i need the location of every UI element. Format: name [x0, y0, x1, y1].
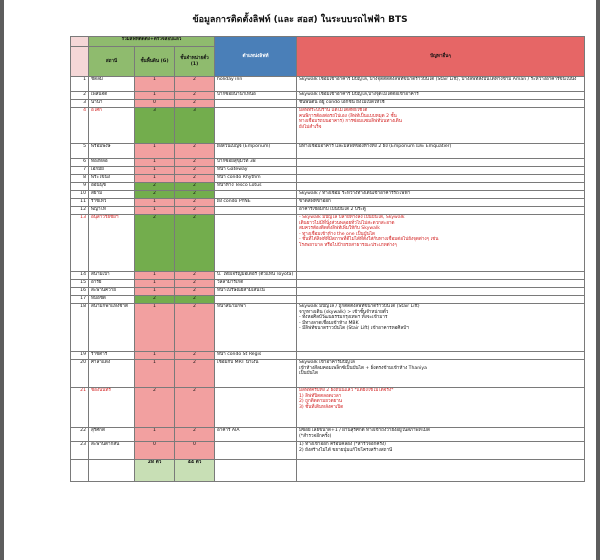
ground-lift-count: 1	[135, 207, 175, 215]
lift-position: หน้า condo Rhythm	[215, 175, 297, 183]
ground-lift-count: 1	[135, 352, 175, 360]
ground-lift-count: 1	[135, 167, 175, 175]
header-ground: ชั้นพื้นดิน (G)	[135, 47, 175, 77]
table-row	[71, 207, 585, 215]
other-issues	[297, 159, 585, 167]
station-name: สะพานตากสิน	[89, 442, 135, 460]
platform-lift-count: 2	[175, 296, 215, 304]
platform-lift-count: 2	[175, 304, 215, 352]
header-station: สถานี	[89, 47, 135, 77]
lift-position	[215, 100, 297, 108]
station-name: นานา	[89, 100, 135, 108]
ground-lift-count: 1	[135, 77, 175, 92]
row-number: 10	[71, 191, 89, 199]
row-number: 4	[71, 108, 89, 144]
table-row	[71, 272, 585, 280]
totals-row	[71, 460, 585, 482]
platform-lift-count: 2	[175, 352, 215, 360]
station-name: พร้อมพงษ์	[89, 144, 135, 159]
ground-lift-count: 1	[135, 92, 175, 100]
lift-position	[215, 108, 297, 144]
station-name: สยาม	[89, 191, 135, 199]
other-issues: Skywalk มีปัญไล / ถูกติดตั้งลิฟท์ขนาดราวบันได (Stair Lift) จากทางเดิน (skywalk) > เข้าชั้นจำหน่ายตั๋ว - ทั้งหอศิลป์วัฒนธรรมกรุงเทพฯ ทั้งจะเข้ามาร - มีทางลาดเชื่อมเข้าห้าง MBK - มีลิฟท์ขนาดราวบันได (Stair Lift) เข้าอาคารหอศิลป์ฯ	[297, 304, 585, 352]
platform-lift-count: 2	[175, 159, 215, 167]
platform-lift-count: 2	[175, 77, 215, 92]
other-issues: 1) ทางเข้าออก ครอบคลอง (*สำรวจอีกครั้ง) 2) ยังสร้างไม่ได้ ขยายปุ่มแก้ไขโครงสร้างสถานี	[297, 442, 585, 460]
lift-position: ปากซอยสุขุมวิท 38	[215, 159, 297, 167]
row-number: 1	[71, 77, 89, 92]
totals-blank	[71, 460, 89, 482]
other-issues: อาคารเชื่อมกับ เป็นบันได 2 ประตู	[297, 207, 585, 215]
table-row	[71, 428, 585, 442]
station-name: อนุสาวรีย์ชัยฯ	[89, 215, 135, 272]
header-no	[71, 47, 89, 77]
table-row	[71, 175, 585, 183]
table-row	[71, 280, 585, 288]
row-number: 8	[71, 175, 89, 183]
header-platform: ชั้นจำหน่ายตั๋ว (1)	[175, 47, 215, 77]
header-position: ตำแหน่งลิฟท์	[215, 37, 297, 77]
table-row	[71, 92, 585, 100]
other-issues: - Skywalk มีปัญไล ปลายทางลง เป็นบันได, Skywalk เดินยาวไม่มีที่นั่งส่วนพลอยทั่วไปไม่สะดวกสะอาด สมควรต้องติดตั้งลิฟท์เพิ่มให้กับ Skywalk - ทางเชื่อมเข้าห้าง the one เป็นบันได - ชั้นที่ได้ลิฟท์ที่มีสภาพที่ดีไม่ได้ที่ตั้งใส่กับทางเชื่อมต่อไปยังจุดต่างๆ เช่น โรงพยาบาล หรือไปป้ายรถสาธารณะประเภทต่างๆ	[297, 215, 585, 272]
totals-blank	[89, 460, 135, 482]
station-name: ราชดำริ	[89, 352, 135, 360]
platform-lift-count: 2	[175, 288, 215, 296]
ground-lift-count: 2	[135, 388, 175, 428]
lift-position: ปากซอยนานาเหนือ	[215, 92, 297, 100]
row-number: 19	[71, 352, 89, 360]
station-name: อโศก	[89, 108, 135, 144]
other-issues	[297, 183, 585, 191]
lift-position: วิลล่ามาร์เก็ต	[215, 280, 297, 288]
row-number: 23	[71, 442, 89, 460]
other-issues	[297, 280, 585, 288]
station-name: หมอชิต	[89, 296, 135, 304]
row-number: 11	[71, 199, 89, 207]
platform-lift-count: 2	[175, 144, 215, 159]
ground-lift-count: 0	[135, 442, 175, 460]
table-row	[71, 77, 585, 92]
other-issues: มีลิฟท์ครบทั้ง 2 ฝั่งถนนแล้ว *แต่ยังใช้ไม่ได้จริง* 1) ลิฟท์ปิดตลอดเวลา 2) ถูกติดตามยวดยาน 3) ชั้นที่เติมหลังคาเปิด	[297, 388, 585, 428]
station-name: สนามกีฬาแห่งชาติ	[89, 304, 135, 352]
table-row	[71, 167, 585, 175]
lift-position: ฝั่งสวนเบญจ (Emporium)	[215, 144, 297, 159]
row-number: 6	[71, 159, 89, 167]
ground-lift-count: 1	[135, 144, 175, 159]
lift-position: หน้าไปรษณีย์สามเสนใน	[215, 288, 297, 296]
other-issues: มีซอย เลยขนาด+1 / ผ่านสุรศักดิ์ ทางเข้าถึงว่ายังอยู่ในสภาพที่ไม่ดี (*สำรวจอีกครั้ง)	[297, 428, 585, 442]
station-name: ศาลาแดง	[89, 360, 135, 388]
ground-lift-count: 1	[135, 175, 175, 183]
ground-lift-count: 1	[135, 428, 175, 442]
row-number: 12	[71, 207, 89, 215]
table-row	[71, 191, 585, 199]
platform-lift-count: 2	[175, 191, 215, 199]
header-issues: ปัญหาอื่นๆ	[297, 37, 585, 77]
lift-position: หน้า Gateway	[215, 167, 297, 175]
other-issues: มีลิฟท์ระบบร้าน แต่ไม่ได้สิทธิใช้ได้ คนพิการต้องต่อรถไปเอง (ลิฟท์เป็นแบบหมุด 2 ชั้น ทางเชื่อมรถบนอาคาร) การซ่อมแซมลิฟท์บนทางเดิน ยังไม่สำเร็จ	[297, 108, 585, 144]
table-row	[71, 108, 585, 144]
totals-blank	[297, 460, 585, 482]
lift-position: หน้าห้าง Tesco Lotus	[215, 183, 297, 191]
row-number: 14	[71, 272, 89, 280]
ground-lift-count: 2	[135, 215, 175, 272]
lift-table	[70, 36, 585, 482]
table-row	[71, 215, 585, 272]
row-number: 2	[71, 92, 89, 100]
other-issues	[297, 288, 585, 296]
row-number: 7	[71, 167, 89, 175]
platform-lift-count: 3	[175, 108, 215, 144]
platform-lift-count: 2	[175, 388, 215, 428]
station-name: เพลินจิต	[89, 92, 135, 100]
lift-position	[215, 215, 297, 272]
other-issues	[297, 272, 585, 280]
station-name: พญาไท	[89, 207, 135, 215]
platform-lift-count: 0	[175, 442, 215, 460]
platform-lift-count: 2	[175, 215, 215, 272]
header-blank	[71, 37, 89, 47]
ground-lift-count: 2	[135, 183, 175, 191]
platform-lift-count: 2	[175, 360, 215, 388]
row-number: 5	[71, 144, 89, 159]
table-row	[71, 159, 585, 167]
station-name: สะพานควาย	[89, 288, 135, 296]
other-issues: ขาดลิฟท์ขาออก	[297, 199, 585, 207]
table-row	[71, 304, 585, 352]
other-issues: ชั้นพื้นดิน อยู่ condo เอกชน ยังไม่เปิดให้ใช้	[297, 100, 585, 108]
lift-position: หน้าสนามกีฬา	[215, 304, 297, 352]
lift-position: หน้า condo St Regis	[215, 352, 297, 360]
ground-lift-count: 1	[135, 199, 175, 207]
platform-lift-count: 2	[175, 207, 215, 215]
row-number: 20	[71, 360, 89, 388]
station-name: ช่องนนทรี	[89, 388, 135, 428]
ground-lift-count: 1	[135, 272, 175, 280]
page-title: ข้อมูลการติดตั้งลิฟท์ (และ สอส) ในระบบรถไฟฟ้า BTS	[192, 15, 408, 25]
station-name: ชิดลม	[89, 77, 135, 92]
platform-lift-count: 2	[175, 175, 215, 183]
lift-position	[215, 388, 297, 428]
station-name: พระโขนง	[89, 175, 135, 183]
lift-position: เชื่อมกับ MRT น้ำเงิน	[215, 360, 297, 388]
platform-lift-count: 2	[175, 280, 215, 288]
row-number: 16	[71, 288, 89, 296]
total-ground: 28 ตัว	[135, 460, 175, 482]
lift-position: อาคาร AIA	[215, 428, 297, 442]
station-name: สนามเป้า	[89, 272, 135, 280]
other-issues: มีทางเชื่อมอาคาร และมีลิฟท์ของห้างทั้ง 2 ฝั่ง (Emporium และ Emquatier)	[297, 144, 585, 159]
station-name: สุรศักดิ์	[89, 428, 135, 442]
other-issues	[297, 352, 585, 360]
lift-position: holiday inn	[215, 77, 297, 92]
other-issues: Skywalk เชื่อมเข้าอาคาร มีปัญไล,บางจุดไม่ได้ต่อเข้าอาคาร	[297, 92, 585, 100]
row-number: 17	[71, 296, 89, 304]
lift-position	[215, 207, 297, 215]
ground-lift-count: 2	[135, 296, 175, 304]
platform-lift-count: 2	[175, 183, 215, 191]
platform-lift-count: 2	[175, 92, 215, 100]
other-issues	[297, 167, 585, 175]
other-issues: Skywalk เข้าอาคารมีปัญไล เข้าห้างสีลมคอมเพล็กซ์เป็นบันได + ฝั่งตรงข้ามเข้าห้าง Thaniya เป็นบันได	[297, 360, 585, 388]
lift-position	[215, 296, 297, 304]
lift-position: บ. ไทยเจริญมอเตอร์ (ตัวแทน Toyota)	[215, 272, 297, 280]
totals-blank	[215, 460, 297, 482]
row-number: 21	[71, 388, 89, 428]
spreadsheet-page	[4, 0, 596, 560]
row-number: 15	[71, 280, 89, 288]
platform-lift-count: 2	[175, 167, 215, 175]
platform-lift-count: 2	[175, 100, 215, 108]
table-row	[71, 100, 585, 108]
lift-position	[215, 191, 297, 199]
ground-lift-count: 1	[135, 360, 175, 388]
ground-lift-count: 0	[135, 100, 175, 108]
lift-position	[215, 442, 297, 460]
table-row	[71, 442, 585, 460]
other-issues	[297, 175, 585, 183]
table-row	[71, 360, 585, 388]
table-row	[71, 288, 585, 296]
ground-lift-count: 1	[135, 280, 175, 288]
ground-lift-count: 1	[135, 288, 175, 296]
lift-position: ฝั่ง condo PYNE	[215, 199, 297, 207]
table-row	[71, 199, 585, 207]
platform-lift-count: 2	[175, 272, 215, 280]
station-name: เอกมัย	[89, 167, 135, 175]
other-issues: Skywalk เชื่อมเข้าอาคาร มีปัญไล, บางจุดติดตั้งลิฟท์ขนาดราวบันได (Stair Lift), บางลิฟท์สิ่งบันไดทางข้าม Aman / ระหว่างอาคารขึ้นไปนั่ง	[297, 77, 585, 92]
row-number: 13	[71, 215, 89, 272]
total-platform: 44 ตัว	[175, 460, 215, 482]
ground-lift-count: 2	[135, 191, 175, 199]
station-name: อารีย์	[89, 280, 135, 288]
station-name: อ่อนนุช	[89, 183, 135, 191]
ground-lift-count: 1	[135, 304, 175, 352]
table-row	[71, 183, 585, 191]
table-row	[71, 352, 585, 360]
other-issues: Skywalk / ทางเชื่อม ระหว่างทางเดินเข้าอาคารรถไฟฟ้า	[297, 191, 585, 199]
table-row	[71, 144, 585, 159]
row-number: 9	[71, 183, 89, 191]
table-row	[71, 296, 585, 304]
station-name: ราชเทวี	[89, 199, 135, 207]
other-issues	[297, 296, 585, 304]
row-number: 3	[71, 100, 89, 108]
header-group: รวมลิฟท์ติดตั้ง+ตรวจสอบแล้ว	[89, 37, 215, 47]
row-number: 18	[71, 304, 89, 352]
station-name: ทองหล่อ	[89, 159, 135, 167]
platform-lift-count: 2	[175, 428, 215, 442]
row-number: 22	[71, 428, 89, 442]
table-body	[71, 77, 585, 460]
ground-lift-count: 1	[135, 159, 175, 167]
table-row	[71, 388, 585, 428]
platform-lift-count: 2	[175, 199, 215, 207]
ground-lift-count: 3	[135, 108, 175, 144]
